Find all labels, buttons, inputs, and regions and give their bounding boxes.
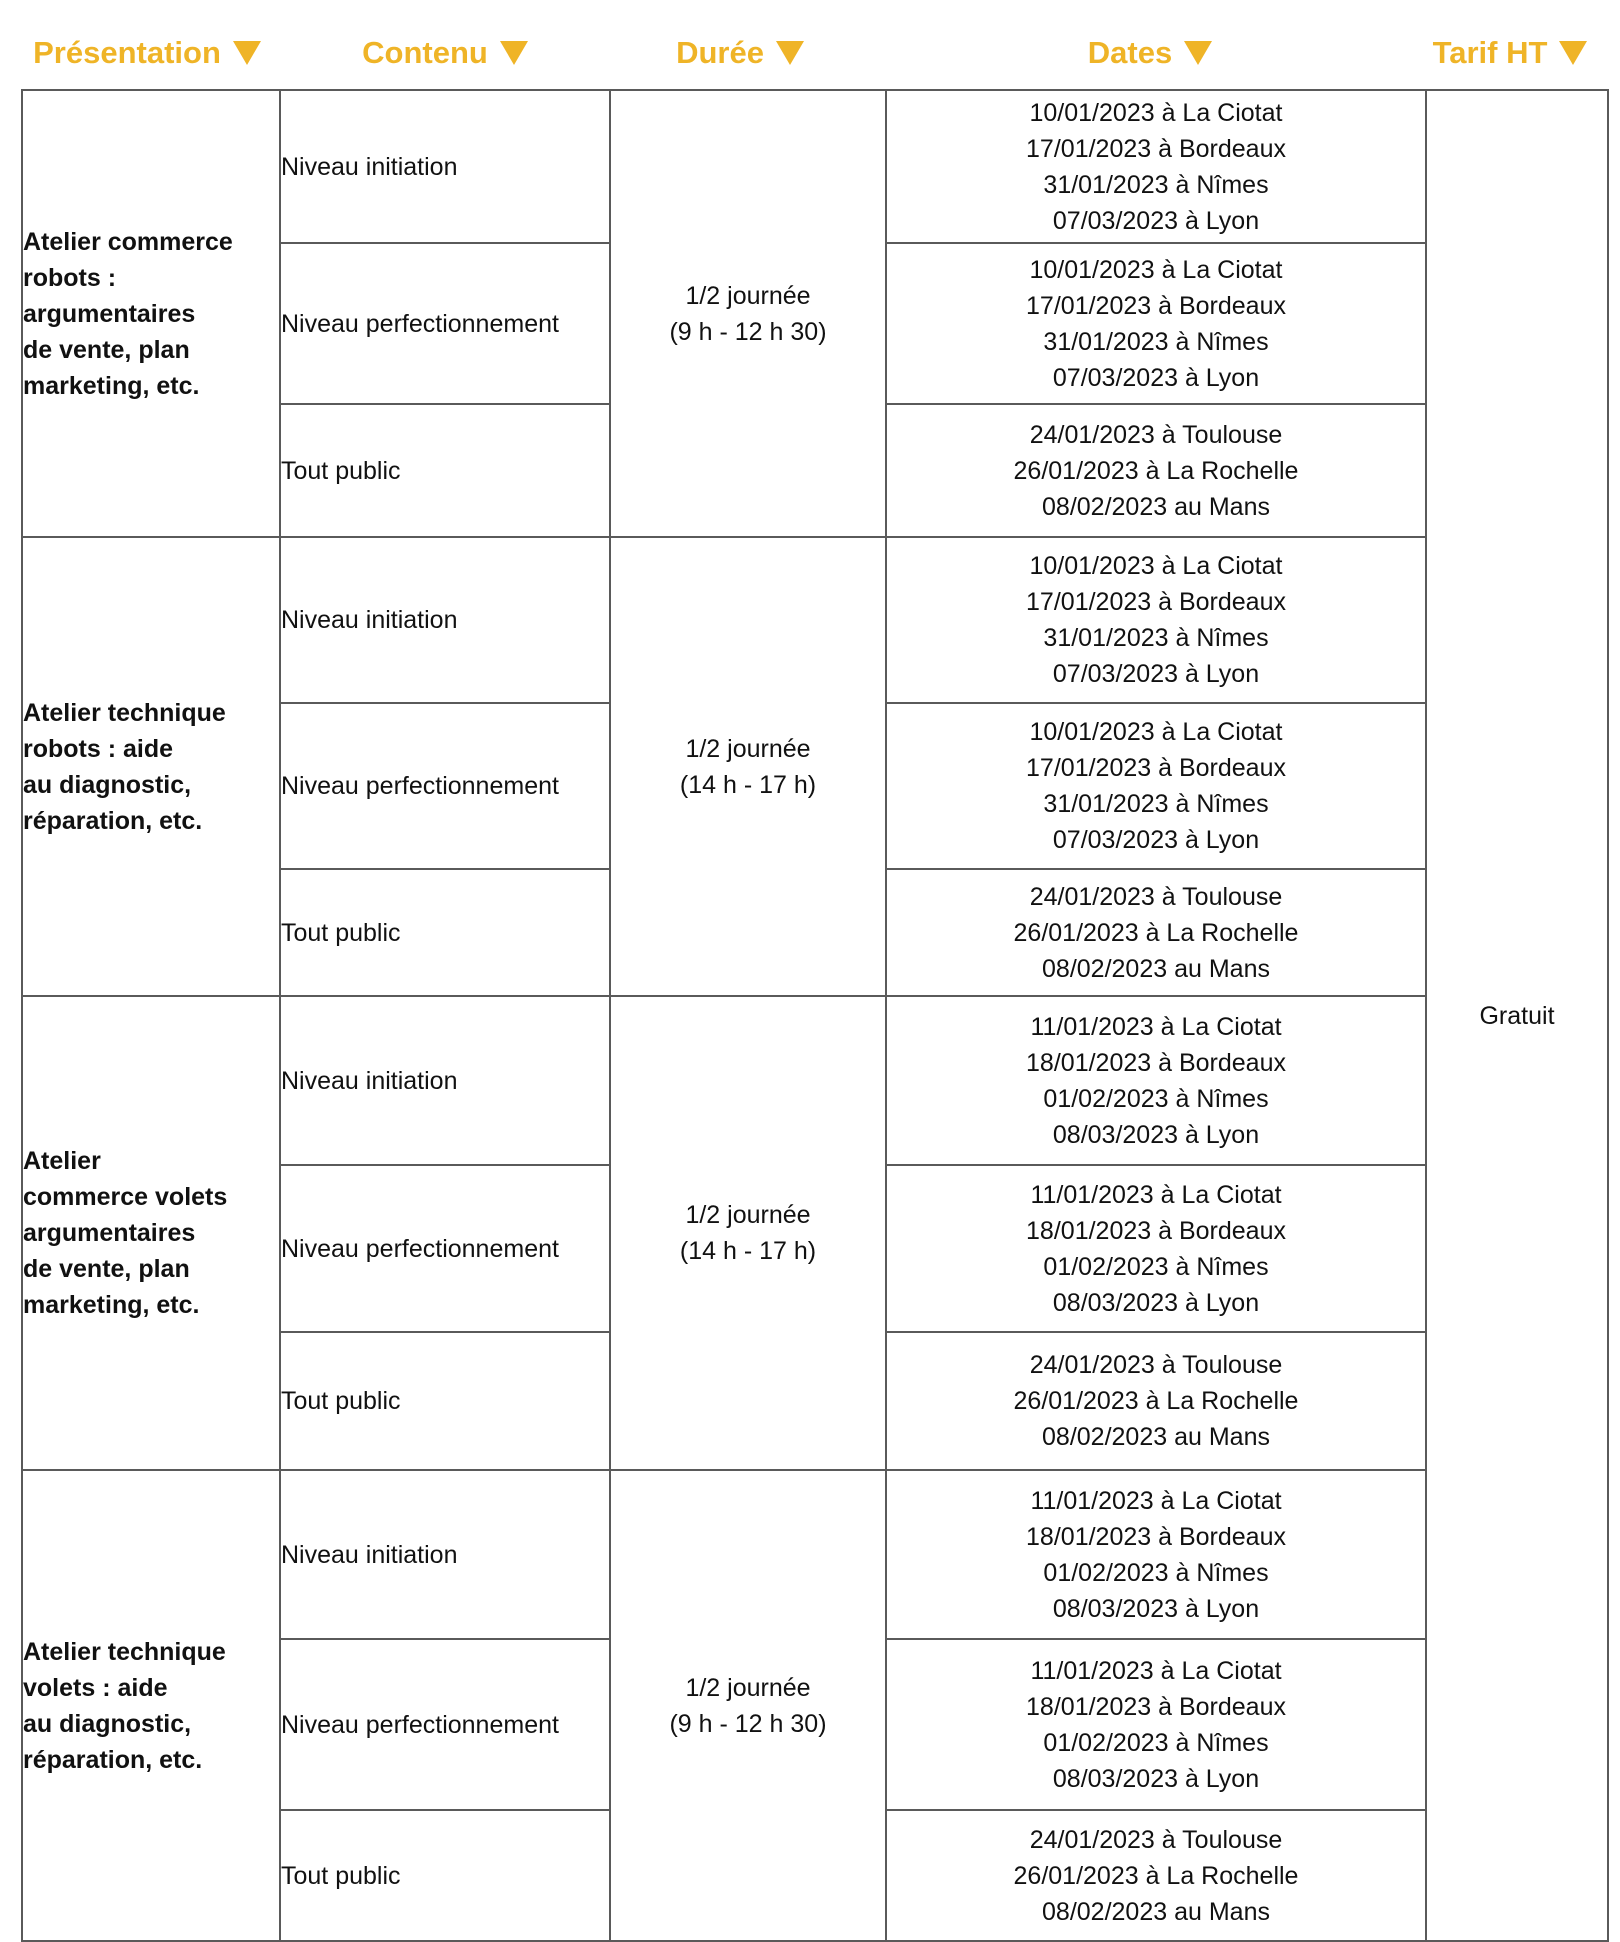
- presentation-cell: [22, 537, 280, 996]
- presentation-line: marketing, etc.: [23, 371, 200, 400]
- dates-cell: [886, 1639, 1426, 1810]
- table-row: [22, 1470, 1608, 1639]
- date-line: 10/01/2023 à La Ciotat: [1029, 552, 1283, 580]
- presentation-line: robots : aide: [23, 734, 174, 763]
- dates-cell: [886, 703, 1426, 869]
- dates-cell: [886, 1332, 1426, 1470]
- dates-cell: [886, 404, 1426, 537]
- contenu-label: Niveau initiation: [281, 606, 458, 634]
- date-line: 08/02/2023 au Mans: [1042, 1423, 1270, 1451]
- contenu-cell: [280, 537, 610, 703]
- contenu-cell: [280, 404, 610, 537]
- date-line: 18/01/2023 à Bordeaux: [1026, 1048, 1286, 1077]
- header-contenu[interactable]: [330, 22, 560, 84]
- triangle-down-icon[interactable]: [500, 41, 528, 65]
- duree-line: 1/2 journée: [685, 281, 811, 310]
- date-line: 24/01/2023 à Toulouse: [1029, 882, 1283, 911]
- presentation-line: marketing, etc.: [23, 1291, 200, 1319]
- duree-line: (9 h - 12 h 30): [669, 1709, 827, 1738]
- date-line: 17/01/2023 à Bordeaux: [1026, 134, 1286, 163]
- presentation-line: réparation, etc.: [23, 1745, 203, 1774]
- date-line: 01/02/2023 à Nîmes: [1043, 1558, 1269, 1587]
- triangle-down-icon[interactable]: [233, 41, 261, 65]
- contenu-label: Tout public: [281, 918, 401, 947]
- contenu-cell: [280, 90, 610, 243]
- date-line: 07/03/2023 à Lyon: [1052, 826, 1260, 854]
- date-line: 31/01/2023 à Nîmes: [1043, 790, 1269, 818]
- date-line: 01/02/2023 à Nîmes: [1043, 1252, 1269, 1281]
- dates-cell: [886, 1165, 1426, 1332]
- contenu-label: Tout public: [281, 1387, 401, 1415]
- date-line: 26/01/2023 à La Rochelle: [1013, 1861, 1299, 1890]
- date-line: 11/01/2023 à La Ciotat: [1030, 1486, 1282, 1515]
- contenu-cell: [280, 1470, 610, 1639]
- presentation-line: argumentaires: [23, 1219, 196, 1247]
- table-row: [22, 90, 1608, 243]
- date-line: 08/02/2023 au Mans: [1042, 954, 1270, 983]
- duree-line: (14 h - 17 h): [679, 770, 817, 799]
- date-line: 18/01/2023 à Bordeaux: [1026, 1522, 1286, 1551]
- date-line: 08/03/2023 à Lyon: [1052, 1594, 1260, 1623]
- date-line: 24/01/2023 à Toulouse: [1029, 1351, 1283, 1379]
- date-line: 11/01/2023 à La Ciotat: [1030, 1656, 1282, 1685]
- presentation-line: au diagnostic,: [23, 1709, 192, 1738]
- contenu-label: Tout public: [281, 456, 401, 485]
- date-line: 08/02/2023 au Mans: [1042, 1897, 1270, 1926]
- date-line: 07/03/2023 à Lyon: [1052, 206, 1260, 235]
- duree-line: 1/2 journée: [685, 734, 811, 763]
- dates-cell: [886, 996, 1426, 1165]
- triangle-down-icon[interactable]: [776, 41, 804, 65]
- contenu-cell: [280, 996, 610, 1165]
- date-line: 01/02/2023 à Nîmes: [1043, 1728, 1269, 1757]
- planning-table: [21, 89, 1609, 1942]
- presentation-line: argumentaires: [23, 299, 196, 328]
- contenu-label: Niveau initiation: [281, 1540, 458, 1569]
- table-header: [0, 22, 1620, 84]
- header-presentation[interactable]: [22, 22, 272, 84]
- header-duree-label: Durée: [676, 35, 764, 70]
- date-line: 31/01/2023 à Nîmes: [1043, 327, 1269, 356]
- date-line: 10/01/2023 à La Ciotat: [1029, 255, 1283, 284]
- triangle-down-icon[interactable]: [1184, 41, 1212, 65]
- header-duree[interactable]: [640, 22, 840, 84]
- dates-cell: [886, 1810, 1426, 1941]
- duree-line: 1/2 journée: [685, 1201, 811, 1229]
- presentation-cell: [22, 1470, 280, 1941]
- contenu-label: Niveau perfectionnement: [281, 1234, 559, 1263]
- date-line: 24/01/2023 à Toulouse: [1029, 420, 1283, 449]
- date-line: 26/01/2023 à La Rochelle: [1013, 456, 1299, 485]
- table-row: [22, 996, 1608, 1165]
- header-presentation-label: Présentation: [33, 35, 221, 70]
- header-contenu-label: Contenu: [362, 35, 488, 70]
- duree-cell: [610, 996, 886, 1470]
- header-tarif-label: Tarif HT: [1432, 35, 1548, 70]
- presentation-line: Atelier: [23, 1147, 101, 1175]
- contenu-cell: [280, 1810, 610, 1941]
- presentation-line: réparation, etc.: [23, 806, 203, 835]
- date-line: 08/03/2023 à Lyon: [1052, 1288, 1260, 1317]
- contenu-label: Niveau initiation: [281, 1066, 458, 1095]
- header-tarif[interactable]: [1410, 22, 1610, 84]
- tarif-value: Gratuit: [1479, 1001, 1555, 1030]
- date-line: 31/01/2023 à Nîmes: [1043, 624, 1269, 652]
- presentation-line: de vente, plan: [23, 1255, 190, 1283]
- date-line: 01/02/2023 à Nîmes: [1043, 1084, 1269, 1113]
- contenu-label: Niveau perfectionnement: [281, 1710, 559, 1739]
- date-line: 08/03/2023 à Lyon: [1052, 1764, 1260, 1793]
- date-line: 11/01/2023 à La Ciotat: [1030, 1012, 1282, 1041]
- dates-cell: [886, 1470, 1426, 1639]
- date-line: 26/01/2023 à La Rochelle: [1013, 1387, 1299, 1415]
- contenu-cell: [280, 869, 610, 996]
- triangle-down-icon[interactable]: [1559, 41, 1587, 65]
- contenu-label: Niveau perfectionnement: [281, 772, 559, 800]
- table-row: [22, 537, 1608, 703]
- contenu-cell: [280, 703, 610, 869]
- date-line: 17/01/2023 à Bordeaux: [1026, 291, 1286, 320]
- date-line: 08/03/2023 à Lyon: [1052, 1120, 1260, 1149]
- presentation-line: robots :: [23, 263, 117, 292]
- date-line: 10/01/2023 à La Ciotat: [1029, 98, 1283, 127]
- date-line: 24/01/2023 à Toulouse: [1029, 1825, 1283, 1854]
- contenu-label: Tout public: [281, 1861, 401, 1890]
- header-dates[interactable]: [1030, 22, 1270, 84]
- contenu-cell: [280, 1332, 610, 1470]
- presentation-line: commerce volets: [23, 1183, 228, 1211]
- presentation-line: volets : aide: [23, 1673, 168, 1702]
- contenu-cell: [280, 243, 610, 404]
- contenu-label: Niveau perfectionnement: [281, 309, 559, 338]
- tarif-cell: [1426, 90, 1608, 1941]
- dates-cell: [886, 869, 1426, 996]
- duree-cell: [610, 537, 886, 996]
- presentation-cell: [22, 90, 280, 537]
- presentation-line: de vente, plan: [23, 335, 190, 364]
- duree-line: (14 h - 17 h): [679, 1237, 817, 1265]
- date-line: 17/01/2023 à Bordeaux: [1026, 588, 1286, 616]
- date-line: 31/01/2023 à Nîmes: [1043, 170, 1269, 199]
- presentation-cell: [22, 996, 280, 1470]
- dates-cell: [886, 90, 1426, 243]
- duree-line: 1/2 journée: [685, 1673, 811, 1702]
- date-line: 26/01/2023 à La Rochelle: [1013, 918, 1299, 947]
- presentation-line: au diagnostic,: [23, 770, 192, 799]
- date-line: 17/01/2023 à Bordeaux: [1026, 754, 1286, 782]
- duree-cell: [610, 90, 886, 537]
- presentation-line: Atelier commerce: [23, 227, 233, 256]
- date-line: 07/03/2023 à Lyon: [1052, 363, 1260, 392]
- date-line: 18/01/2023 à Bordeaux: [1026, 1216, 1286, 1245]
- duree-cell: [610, 1470, 886, 1941]
- date-line: 07/03/2023 à Lyon: [1052, 660, 1260, 688]
- header-dates-label: Dates: [1087, 35, 1173, 70]
- date-line: 10/01/2023 à La Ciotat: [1029, 718, 1283, 746]
- presentation-line: Atelier technique: [23, 698, 226, 727]
- duree-line: (9 h - 12 h 30): [669, 317, 827, 346]
- dates-cell: [886, 243, 1426, 404]
- date-line: 08/02/2023 au Mans: [1042, 492, 1270, 521]
- date-line: 11/01/2023 à La Ciotat: [1030, 1180, 1282, 1209]
- dates-cell: [886, 537, 1426, 703]
- contenu-cell: [280, 1639, 610, 1810]
- presentation-line: Atelier technique: [23, 1637, 226, 1666]
- date-line: 18/01/2023 à Bordeaux: [1026, 1692, 1286, 1721]
- contenu-cell: [280, 1165, 610, 1332]
- contenu-label: Niveau initiation: [281, 152, 458, 181]
